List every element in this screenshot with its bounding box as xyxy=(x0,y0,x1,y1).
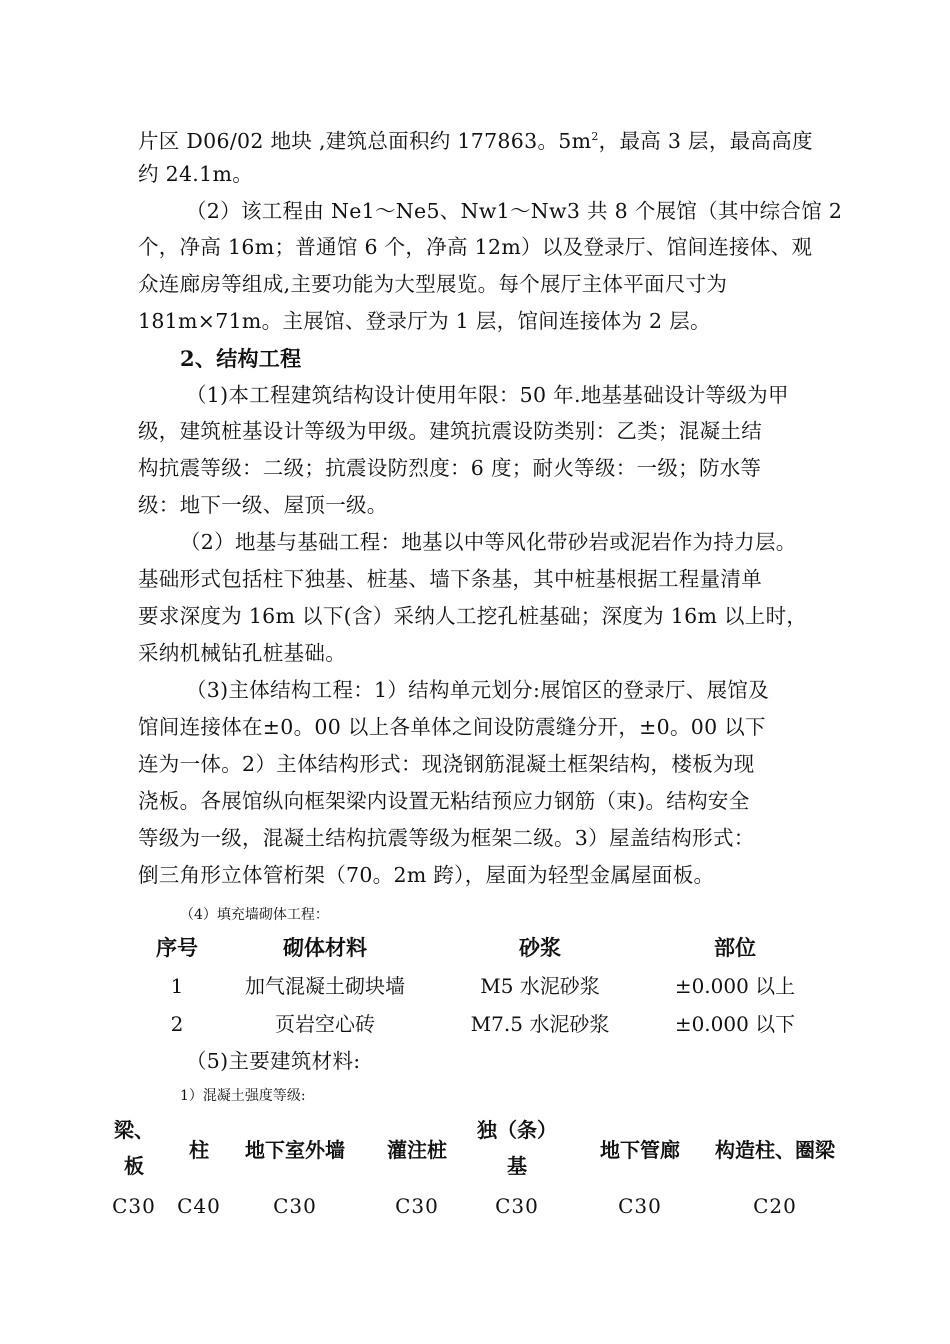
table-header-row xyxy=(120,930,840,966)
paragraph-line: 众连廊房等组成,主要功能为大型展览。每个展厅主体平面尺寸为 xyxy=(138,272,728,296)
table-header-cell: 部位 xyxy=(714,935,756,960)
paragraph-line: 级，建筑桩基设计等级为甲级。建筑抗震设防类别：乙类；混凝土结 xyxy=(138,419,762,443)
header-line: 梁、 xyxy=(114,1118,154,1142)
paragraph-line: 等级为一级，混凝土结构抗震等级为框架二级。3）屋盖结构形式： xyxy=(138,826,755,850)
table-cell: C30 xyxy=(395,1194,439,1218)
paragraph-line: 级：地下一级、屋顶一级。 xyxy=(138,493,388,517)
paragraph-line xyxy=(138,118,828,160)
table-header-cell: 砂浆 xyxy=(519,935,561,960)
paragraph-line: （2）地基与基础工程：地基以中等风化带砂岩或泥岩作为持力层。 xyxy=(180,530,797,554)
table-header-cell xyxy=(105,1112,163,1184)
paragraph-line: （5)主要建筑材料: xyxy=(186,1049,361,1073)
table-cell: M7.5 水泥砂浆 xyxy=(470,1012,610,1036)
paragraph-line: 基础形式包括柱下独基、桩基、墙下条基，其中桩基根据工程量清单 xyxy=(138,567,762,591)
paragraph-line: （3)主体结构工程：1）结构单元划分:展馆区的登录厅、展馆及 xyxy=(186,678,769,702)
table-cell: 加气混凝土砌块墙 xyxy=(245,974,405,998)
paragraph-line: 采纳机械钻孔桩基础。 xyxy=(138,641,346,665)
table-cell: C40 xyxy=(177,1194,221,1218)
table-header-cell: 地下管廊 xyxy=(600,1138,680,1162)
paragraph-line: 连为一体。2）主体结构形式：现浇钢筋混凝土框架结构，楼板为现 xyxy=(138,752,755,776)
table-cell: 页岩空心砖 xyxy=(275,1012,375,1036)
table-row xyxy=(120,968,840,1004)
table-header-cell: 灌注桩 xyxy=(387,1138,447,1162)
table-cell: ±0.000 以上 xyxy=(674,974,796,998)
subsection-label: （4）填充墙砌体工程： xyxy=(180,907,329,923)
paragraph-line: （1)本工程建筑结构设计使用年限：50 年.地基基础设计等级为甲 xyxy=(186,383,789,407)
superscript: 2 xyxy=(591,130,599,143)
section-heading: 2、结构工程 xyxy=(180,346,302,371)
paragraph-line: 约 24.1m。 xyxy=(138,162,253,186)
table-header-cell: 序号 xyxy=(156,935,198,960)
table-header-cell xyxy=(467,1112,567,1184)
table-cell: C30 xyxy=(618,1194,662,1218)
paragraph-line: （2）该工程由 Ne1～Ne5、Nw1～Nw3 共 8 个展馆（其中综合馆 2 xyxy=(186,199,843,223)
subsection-label: 1）混凝土强度等级: xyxy=(180,1088,306,1104)
table-cell: 1 xyxy=(170,974,184,998)
header-line: 基 xyxy=(507,1154,527,1178)
table-header-row xyxy=(105,1112,850,1188)
header-line: 板 xyxy=(124,1154,144,1178)
table-cell: M5 水泥砂浆 xyxy=(480,974,600,998)
paragraph-line: 倒三角形立体管桁架（70。2m 跨），屋面为轻型金属屋面板。 xyxy=(138,863,715,887)
text-run: 片区 D06/02 地块 ,建筑总面积约 177863。5m xyxy=(138,128,592,153)
paragraph-line: 个，净高 16m；普通馆 6 个，净高 12m）以及登录厅、馆间连接体、观 xyxy=(138,235,813,259)
table-header-cell: 构造柱、圈梁 xyxy=(715,1138,835,1162)
paragraph-line: 构抗震等级：二级；抗震设防烈度：6 度；耐火等级：一级；防水等 xyxy=(138,456,762,480)
table-cell: C30 xyxy=(495,1194,539,1218)
table-cell: C20 xyxy=(753,1194,797,1218)
table-row xyxy=(105,1188,850,1224)
table-header-cell: 砌体材料 xyxy=(283,935,367,960)
paragraph-line: 浇板。各展馆纵向框架梁内设置无粘结预应力钢筋（束)。结构安全 xyxy=(138,789,750,813)
paragraph-line: 馆间连接体在±0。00 以上各单体之间设防震缝分开，±0。00 以下 xyxy=(138,715,766,739)
text-run: ，最高 3 层，最高高度 xyxy=(598,128,813,153)
table-header-cell: 柱 xyxy=(189,1138,209,1162)
table-cell: C30 xyxy=(273,1194,317,1218)
paragraph-line: 181m×71m。主展馆、登录厅为 1 层，馆间连接体为 2 层。 xyxy=(138,309,711,333)
table-cell: 2 xyxy=(170,1012,184,1036)
table-cell: ±0.000 以下 xyxy=(674,1012,796,1036)
table-row xyxy=(120,1006,840,1042)
table-cell: C30 xyxy=(112,1194,156,1218)
header-line: 独（条） xyxy=(477,1118,557,1142)
table-header-cell: 地下室外墙 xyxy=(245,1138,345,1162)
paragraph-line: 要求深度为 16m 以下(含）采纳人工挖孔桩基础；深度为 16m 以上时， xyxy=(138,604,808,628)
